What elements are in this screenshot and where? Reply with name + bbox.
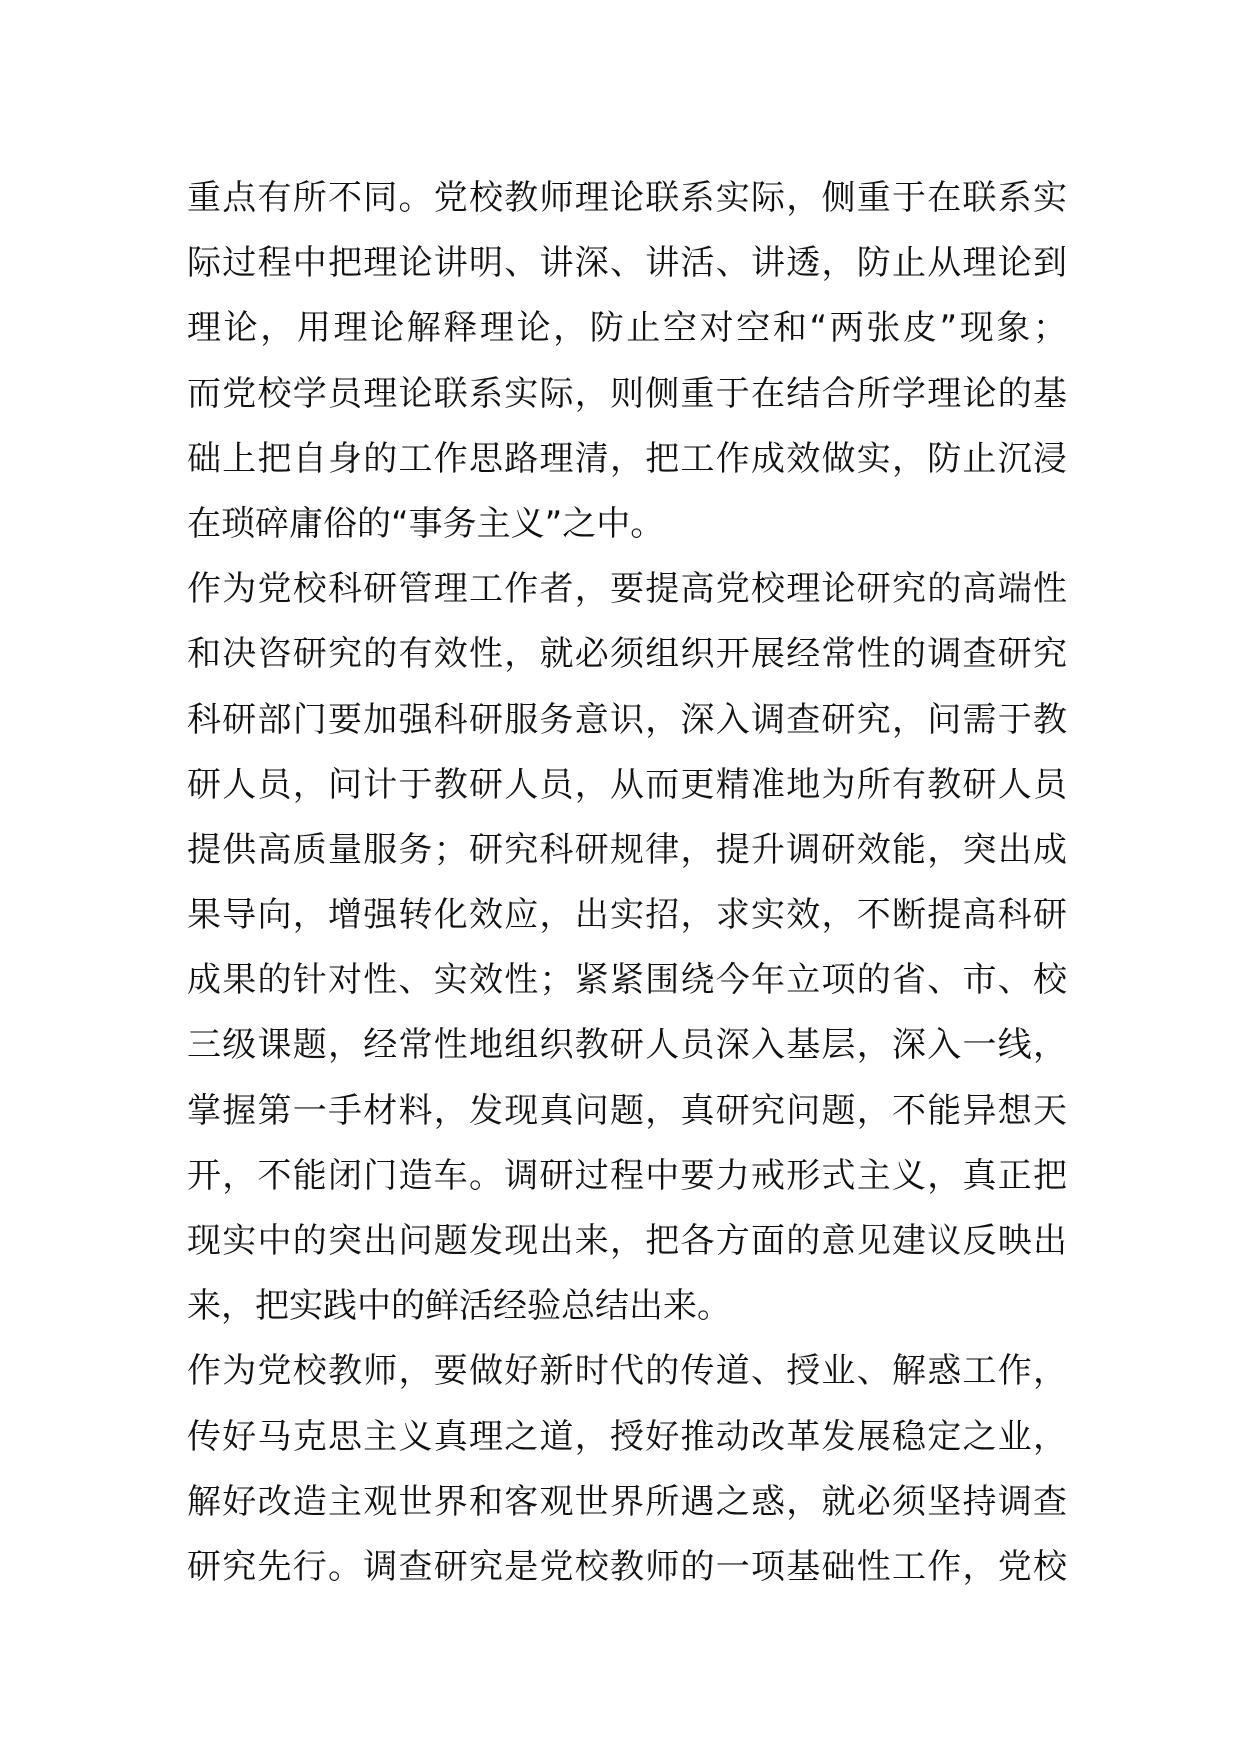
text-line: 传好马克思主义真理之道，授好推动改革发展稳定之业， bbox=[187, 1416, 1067, 1457]
text-line: 作为党校教师，要做好新时代的传道、授业、解惑工作， bbox=[187, 1351, 1067, 1392]
text-line: 三级课题，经常性地组织教研人员深入基层，深入一线， bbox=[187, 1025, 1067, 1066]
text-line: 果导向，增强转化效应，出实招，求实效，不断提高科研 bbox=[187, 895, 1067, 936]
text-line: 际过程中把理论讲明、讲深、讲活、讲透，防止从理论到 bbox=[187, 243, 1067, 284]
text-line: 研人员，问计于教研人员，从而更精准地为所有教研人员 bbox=[187, 764, 1067, 805]
text-line: 来，把实践中的鲜活经验总结出来。 bbox=[187, 1286, 731, 1327]
text-line: 在琐碎庸俗的“事务主义”之中。 bbox=[187, 503, 665, 544]
text-line: 和决咨研究的有效性，就必须组织开展经常性的调查研究 bbox=[187, 634, 1067, 675]
text-line: 开，不能闭门造车。调研过程中要力戒形式主义，真正把 bbox=[187, 1155, 1067, 1196]
text-line: 研究先行。调查研究是党校教师的一项基础性工作，党校 bbox=[187, 1546, 1067, 1587]
text-line: 提供高质量服务；研究科研规律，提升调研效能，突出成 bbox=[187, 829, 1067, 870]
document-body bbox=[187, 166, 1067, 1600]
paragraph-3 bbox=[187, 1339, 1067, 1600]
text-line: 科研部门要加强科研服务意识，深入调查研究，问需于教 bbox=[187, 699, 1067, 740]
text-line: 理论，用理论解释理论，防止空对空和“两张皮”现象； bbox=[187, 308, 1067, 349]
paragraph-1 bbox=[187, 166, 1067, 557]
text-line: 作为党校科研管理工作者，要提高党校理论研究的高端性 bbox=[187, 569, 1067, 610]
paragraph-2 bbox=[187, 557, 1067, 1339]
text-line: 掌握第一手材料，发现真问题，真研究问题，不能异想天 bbox=[187, 1090, 1067, 1131]
text-line: 解好改造主观世界和客观世界所遇之惑，就必须坚持调查 bbox=[187, 1481, 1067, 1522]
text-line: 而党校学员理论联系实际，则侧重于在结合所学理论的基 bbox=[187, 373, 1067, 414]
text-line: 重点有所不同。党校教师理论联系实际，侧重于在联系实 bbox=[187, 178, 1067, 218]
text-line: 成果的针对性、实效性；紧紧围绕今年立项的省、市、校 bbox=[187, 960, 1067, 1001]
text-line: 础上把自身的工作思路理清，把工作成效做实，防止沉浸 bbox=[187, 438, 1067, 479]
text-line: 现实中的突出问题发现出来，把各方面的意见建议反映出 bbox=[187, 1221, 1067, 1261]
